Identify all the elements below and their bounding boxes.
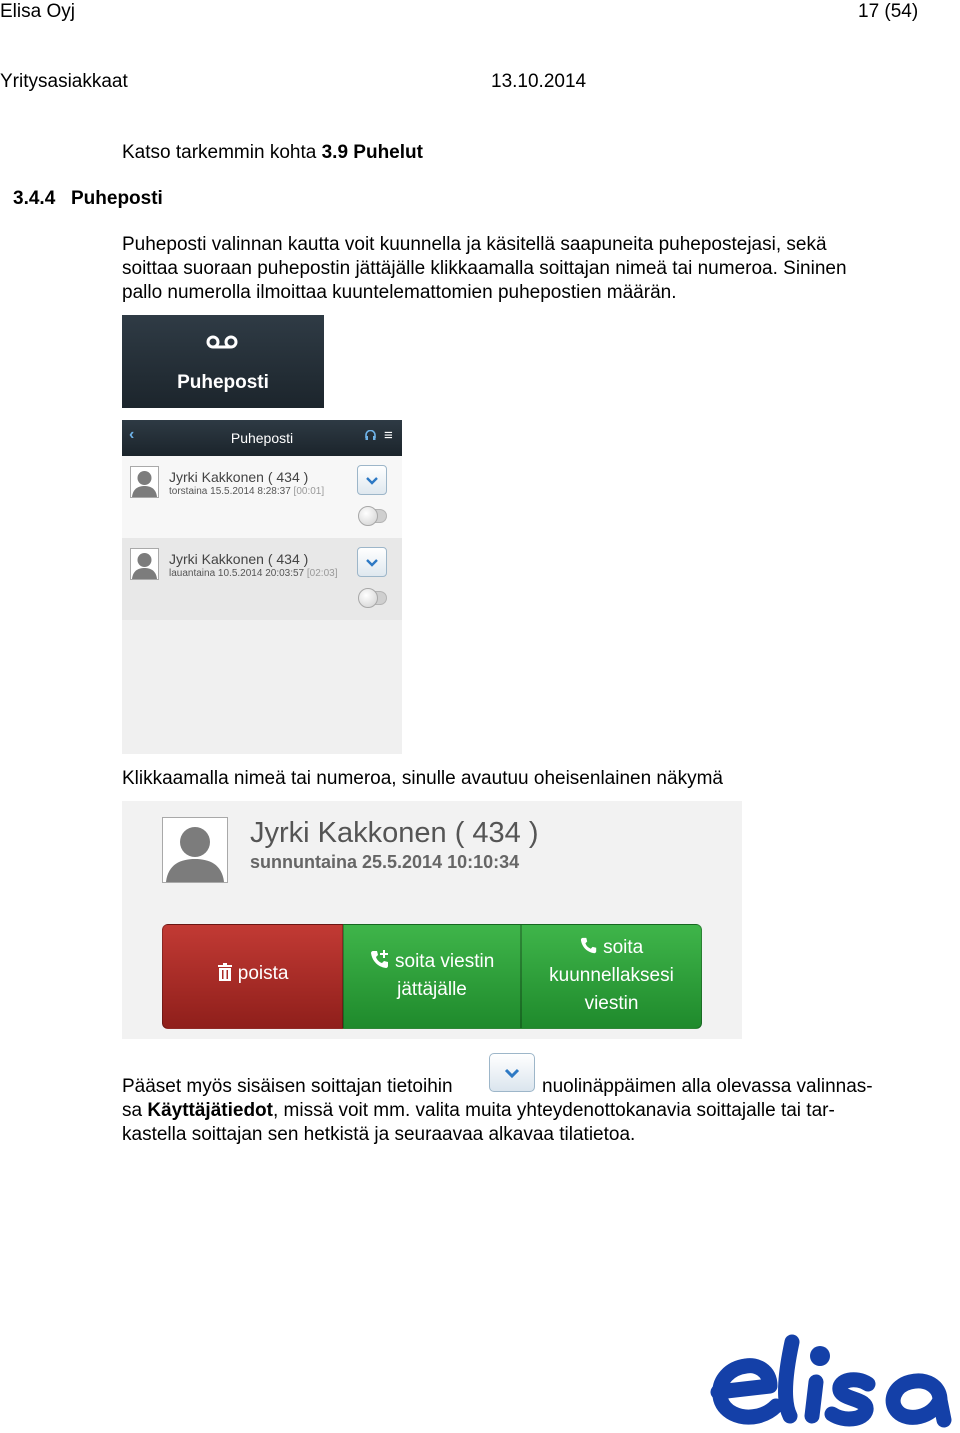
avatar-icon — [162, 817, 228, 883]
caller-name[interactable]: Jyrki Kakkonen ( 434 ) — [169, 469, 309, 485]
call-to-listen-button[interactable] — [521, 924, 702, 1029]
elisa-logo — [708, 1330, 960, 1433]
chevron-down-icon — [490, 1054, 534, 1091]
intro-line: soittaa suoraan puhepostin jättäjälle klikkaamalla soittajan nimeä tai numeroa. Sininen — [122, 258, 847, 279]
phone-icon — [580, 937, 598, 955]
voicemail-tile[interactable] — [122, 315, 324, 408]
expand-chevron-button[interactable] — [357, 465, 387, 495]
played-toggle[interactable] — [359, 591, 387, 605]
section-title: Puheposti — [71, 188, 163, 209]
intro-line: Puheposti valinnan kautta voit kuunnella ja käsitellä saapuneita puhepostejasi, sekä — [122, 234, 827, 255]
closing-line2-prefix: sa — [122, 1100, 148, 1121]
see-more-prefix: Katso tarkemmin kohta — [122, 142, 322, 163]
user-info-term: Käyttäjätiedot — [147, 1100, 273, 1121]
phone-add-icon — [370, 949, 390, 969]
header-department: Yritysasiakkaat — [0, 71, 128, 92]
headset-icon[interactable] — [365, 429, 376, 444]
voicemail-list-screenshot — [122, 420, 402, 754]
closing-line: kastella soittajan sen hetkistä ja seuraavaa alkavaa tilatietoa. — [122, 1124, 636, 1145]
header-company: Elisa Oyj — [0, 1, 75, 22]
back-icon[interactable]: ‹ — [129, 426, 135, 443]
voicemail-tile-label: Puheposti — [177, 372, 269, 393]
message-datetime: lauantaina 10.5.2014 20:03:57 — [169, 568, 305, 579]
closing-line2-suffix: , missä voit mm. valita muita yhteydenottokanavia soittajalle tai tar- — [273, 1100, 835, 1121]
voicemail-detail-screenshot — [122, 801, 742, 1039]
avatar-icon — [130, 466, 159, 498]
detail-date: sunnuntaina 25.5.2014 10:10:34 — [250, 852, 520, 872]
list-title: Puheposti — [230, 430, 294, 446]
see-more-reference — [122, 141, 423, 165]
chevron-down-icon — [358, 466, 386, 494]
list-item[interactable] — [122, 456, 402, 538]
delete-button[interactable] — [162, 924, 343, 1029]
intro-line: pallo numerolla ilmoittaa kuuntelemattomien puhepostien määrän. — [122, 282, 677, 303]
avatar-icon — [130, 548, 159, 580]
message-duration: [02:03] — [306, 568, 338, 579]
delete-label: poista — [237, 963, 289, 984]
see-more-link[interactable]: 3.9 Puhelut — [321, 142, 423, 163]
played-toggle[interactable] — [359, 509, 387, 523]
closing-line: Pääset myös sisäisen soittajan tietoihin — [122, 1076, 453, 1097]
section-number: 3.4.4 — [13, 188, 56, 209]
detail-caption: Klikkaamalla nimeä tai numeroa, sinulle avautuu oheisenlainen näkymä — [122, 768, 723, 789]
listen-label-line: kuunnellaksesi — [549, 965, 674, 986]
caller-name[interactable]: Jyrki Kakkonen ( 434 ) — [169, 551, 309, 567]
call-back-button[interactable] — [343, 924, 521, 1029]
list-title-bar — [122, 420, 402, 456]
toggle-knob — [358, 588, 378, 608]
detail-caller-name: Jyrki Kakkonen ( 434 ) — [250, 817, 539, 849]
header-page-number: 17 (54) — [858, 1, 919, 22]
call-back-label-line: jättäjälle — [397, 979, 467, 1000]
list-item[interactable] — [122, 538, 402, 620]
intro-paragraph — [122, 233, 922, 305]
trash-icon — [217, 963, 233, 981]
closing-line: nuolinäppäimen alla olevassa valinnas- — [542, 1076, 873, 1097]
call-back-label-line: soita viestin — [395, 951, 495, 972]
closing-line — [122, 1099, 835, 1123]
message-date — [169, 568, 338, 579]
message-date — [169, 486, 324, 497]
listen-label-line: soita — [603, 937, 644, 958]
chevron-down-icon — [358, 548, 386, 576]
toggle-knob — [358, 506, 378, 526]
message-duration: [00:01] — [293, 486, 325, 497]
inline-chevron-button — [489, 1053, 535, 1092]
listen-label-line: viestin — [584, 993, 639, 1014]
menu-icon[interactable]: ≡ — [384, 427, 393, 444]
voicemail-icon — [206, 335, 238, 349]
header-date: 13.10.2014 — [491, 71, 587, 92]
message-datetime: torstaina 15.5.2014 8:28:37 — [169, 486, 291, 497]
expand-chevron-button[interactable] — [357, 547, 387, 577]
